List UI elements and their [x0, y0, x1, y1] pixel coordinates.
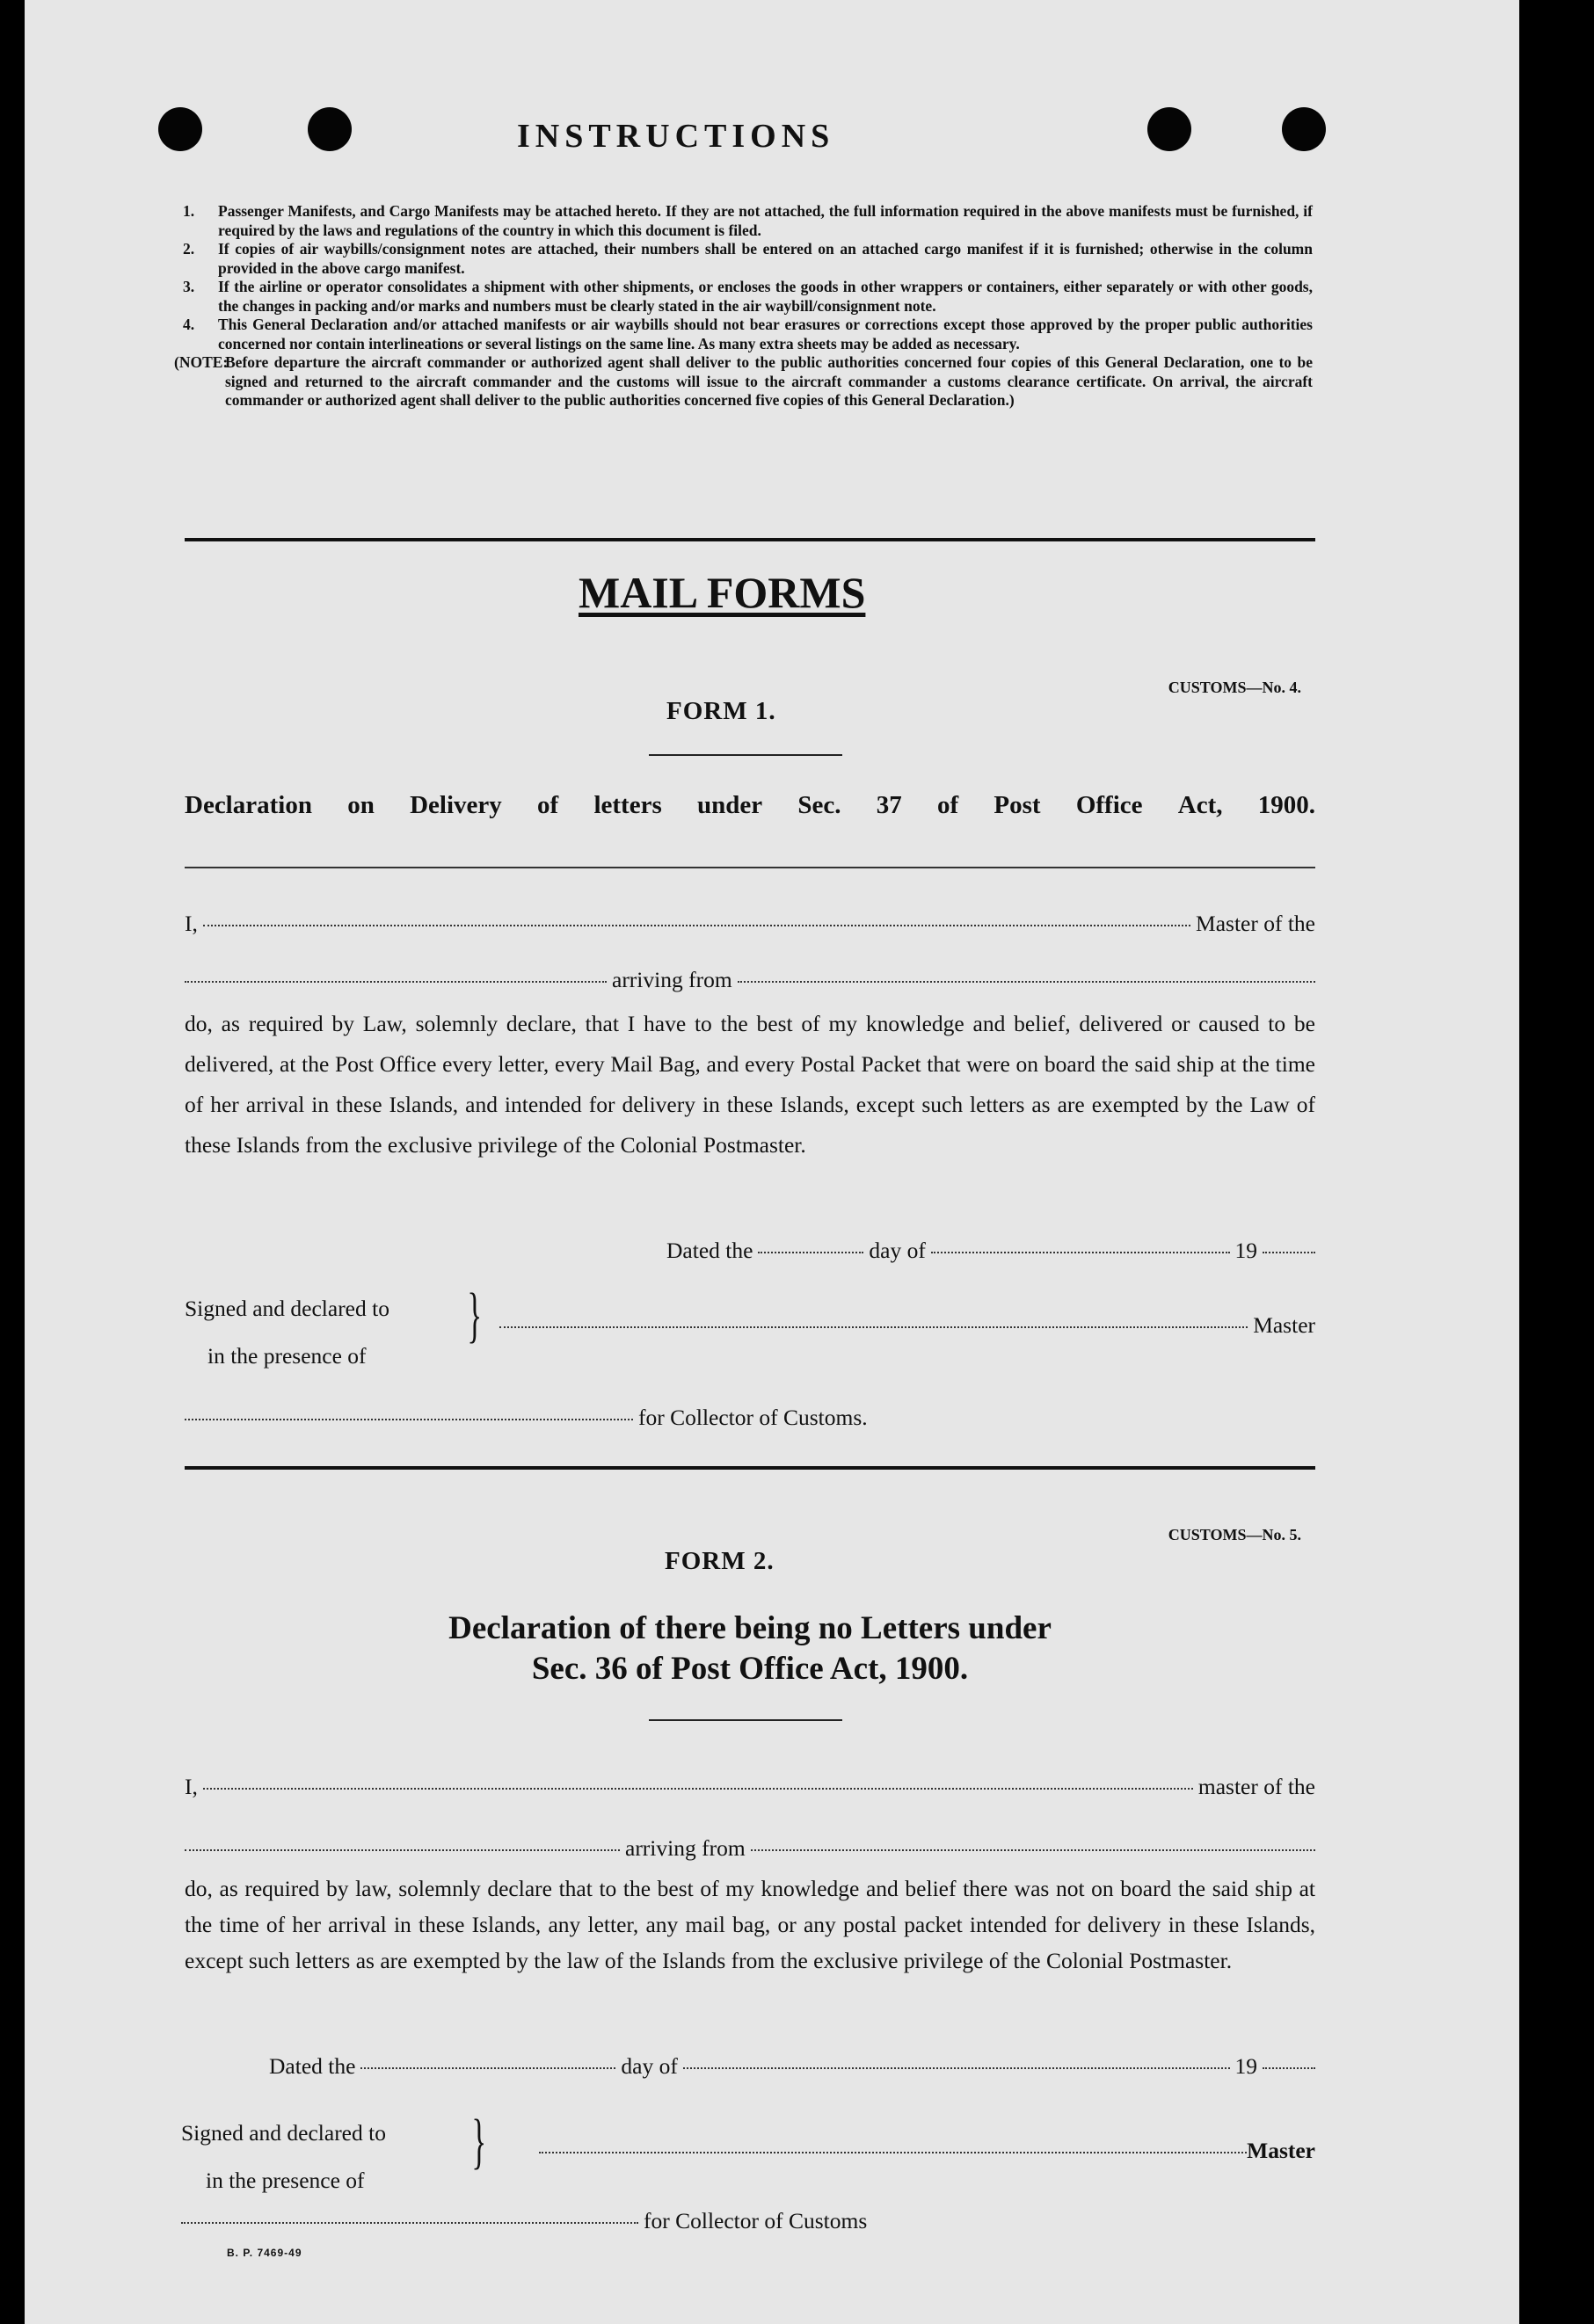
form1-master-line: [499, 1312, 1315, 1339]
form1-line-suffix: Master of the: [1196, 911, 1315, 936]
punch-hole-right-1: [1147, 107, 1191, 151]
form1-collector-label: for Collector of Customs.: [638, 1405, 868, 1430]
form2-dayof-label: day of: [621, 2053, 678, 2079]
instruction-item: [183, 202, 1313, 240]
form1-ship-line: [185, 967, 1315, 993]
form2-signed-label: [181, 2110, 386, 2204]
instruction-note-label: (NOTE:: [174, 353, 229, 371]
heading-word: of: [537, 791, 559, 819]
form2-date-line: [269, 2053, 1315, 2080]
heading-word: on: [347, 791, 375, 819]
form1-origin-field[interactable]: [738, 981, 1315, 983]
form2-ship-field[interactable]: [185, 1849, 620, 1851]
signed-line: Signed and declared to: [181, 2120, 386, 2146]
form2-year-label: 19: [1234, 2053, 1257, 2079]
form2-master-signature-field[interactable]: [539, 2152, 1247, 2153]
instruction-text: If copies of air waybills/consignment notes are attached, their numbers shall be entered on an attached cargo manifest if it is furnished; otherwise in the column provided in the above cargo manifest.: [218, 240, 1313, 277]
instruction-number: 2.: [183, 240, 195, 258]
form1-day-field[interactable]: [758, 1252, 863, 1253]
instruction-number: 3.: [183, 278, 195, 295]
form1-master-signature-field[interactable]: [499, 1326, 1248, 1328]
form1-body: do, as required by Law, solemnly declare, that I have to the best of my knowledge and belief, delivered or caused to be delivered, at the Post Office every letter, every Mail Bag, and every Postal Packet that were on board the said ship at the time of her arrival in these Islands, and intended for delivery in these Islands, except such letters as are exempted by the Law of these Islands from the exclusive privilege of the Colonial Postmaster.: [185, 1011, 1315, 1158]
form2-customs-number: CUSTOMS—No. 5.: [1168, 1526, 1301, 1543]
form2-dated-label: Dated the: [269, 2053, 356, 2079]
heading-word: Act,: [1177, 791, 1223, 819]
instruction-text: Before departure the aircraft commander or authorized agent shall deliver to the public authorities concerned four copies of this General Declaration, one to be signed and returned to the aircraft commander and the customs will issue to the aircraft commander a customs clearance certificate. On arrival, the aircraft commander or authorized agent shall deliver to the public authorities concerned five copies of this General Declaration.): [225, 353, 1313, 409]
form2-collector-line: [181, 2208, 937, 2234]
instruction-item: [183, 278, 1313, 316]
divider: [185, 1466, 1315, 1470]
brace-icon: }: [467, 1282, 483, 1349]
form1-declaration-heading: [185, 791, 1315, 820]
form2-origin-field[interactable]: [751, 1849, 1315, 1851]
form1-arriving-label: arriving from: [612, 967, 732, 992]
heading-word: 37: [876, 791, 902, 819]
heading-word: Sec.: [797, 791, 841, 819]
form2-title: FORM 2.: [665, 1547, 775, 1575]
document-page: [25, 0, 1519, 2324]
form1-signed-label: [185, 1285, 389, 1380]
punch-hole-right-2: [1282, 107, 1326, 151]
form2-month-field[interactable]: [683, 2067, 1230, 2069]
heading-line: Declaration of there being no Letters under: [448, 1610, 1052, 1646]
form1-title: FORM 1.: [666, 697, 776, 725]
form1-date-line: [666, 1238, 1315, 1264]
form2-master-label: Master: [1247, 2138, 1315, 2163]
punch-hole-left-2: [308, 107, 352, 151]
form1-month-field[interactable]: [931, 1252, 1230, 1253]
divider: [649, 754, 842, 756]
mail-forms-title: MAIL FORMS: [579, 568, 866, 617]
form1-collector-line: [185, 1405, 976, 1431]
instructions-list: [174, 202, 1313, 410]
divider: [185, 538, 1315, 541]
form2-day-field[interactable]: [360, 2067, 615, 2069]
form2-master-line: [539, 2138, 1315, 2164]
form2-ship-line: [185, 1835, 1315, 1862]
instruction-note: [174, 353, 1313, 410]
instruction-item: [183, 240, 1313, 278]
form1-name-line: [185, 911, 1315, 937]
presence-line: in the presence of: [207, 1343, 367, 1369]
instruction-item: [183, 316, 1313, 353]
form1-dated-label: Dated the: [666, 1238, 753, 1263]
heading-word: letters: [593, 791, 662, 819]
instruction-text: Passenger Manifests, and Cargo Manifests may be attached hereto. If they are not attached, the full information required in the above manifests must be furnished, if required by the laws and regulations of the country in which this document is filed.: [218, 202, 1313, 239]
heading-word: under: [696, 791, 763, 819]
form2-arriving-label: arriving from: [625, 1835, 746, 1861]
form1-line-prefix: I,: [185, 911, 198, 936]
instruction-text: If the airline or operator consolidates a shipment with other shipments, or encloses the goods in other wrappers or containers, either separately or with other goods, the changes in packing and/or marks and numbers must be clearly stated in the air waybill/consignment note.: [218, 278, 1313, 315]
instruction-text: This General Declaration and/or attached manifests or air waybills should not bear erasures or corrections except those approved by the proper public authorities concerned nor contain interlineations or several listings on the same line. As many extra sheets may be added as necessary.: [218, 316, 1313, 352]
punch-hole-left-1: [158, 107, 202, 151]
heading-word: of: [937, 791, 959, 819]
instruction-number: 4.: [183, 316, 195, 333]
form1-collector-signature-field[interactable]: [185, 1419, 633, 1420]
divider: [649, 1719, 842, 1721]
heading-line: Sec. 36 of Post Office Act, 1900.: [531, 1651, 969, 1687]
form1-master-label: Master: [1253, 1312, 1315, 1338]
form1-ship-field[interactable]: [185, 981, 607, 983]
form1-dayof-label: day of: [869, 1238, 926, 1263]
footer-code: B. P. 7469-49: [227, 2247, 302, 2259]
instructions-title: INSTRUCTIONS: [517, 118, 835, 155]
form1-customs-number: CUSTOMS—No. 4.: [1168, 679, 1301, 696]
form2-collector-label: for Collector of Customs: [644, 2208, 868, 2233]
form2-line-prefix: I,: [185, 1774, 198, 1799]
form2-line-suffix: master of the: [1197, 1774, 1315, 1799]
heading-word: Post: [994, 791, 1041, 819]
instruction-number: 1.: [183, 202, 195, 220]
form1-year-label: 19: [1234, 1238, 1257, 1263]
heading-word: Office: [1075, 791, 1143, 819]
form2-name-field[interactable]: [203, 1788, 1193, 1790]
presence-line: in the presence of: [206, 2168, 365, 2193]
form2-year-field[interactable]: [1263, 2067, 1315, 2069]
form2-collector-signature-field[interactable]: [181, 2222, 638, 2224]
form2-declaration-heading: [185, 1609, 1315, 1689]
form1-name-field[interactable]: [203, 925, 1190, 926]
heading-word: 1900.: [1257, 791, 1315, 819]
signed-line: Signed and declared to: [185, 1296, 389, 1321]
divider: [185, 867, 1315, 868]
brace-icon: }: [471, 2108, 487, 2175]
heading-word: Declaration: [185, 791, 312, 819]
form2-body: do, as required by law, solemnly declare that to the best of my knowledge and belief there was not on board the said ship at the time of her arrival in these Islands, any letter, any mail bag, or any postal packet intended for delivery in these Islands, except such letters as are exempted by the law of the Islands from the exclusive privilege of the Colonial Postmaster.: [185, 1876, 1315, 1973]
heading-word: Delivery: [410, 791, 502, 819]
form1-year-field[interactable]: [1263, 1252, 1315, 1253]
form2-name-line: [185, 1774, 1315, 1800]
